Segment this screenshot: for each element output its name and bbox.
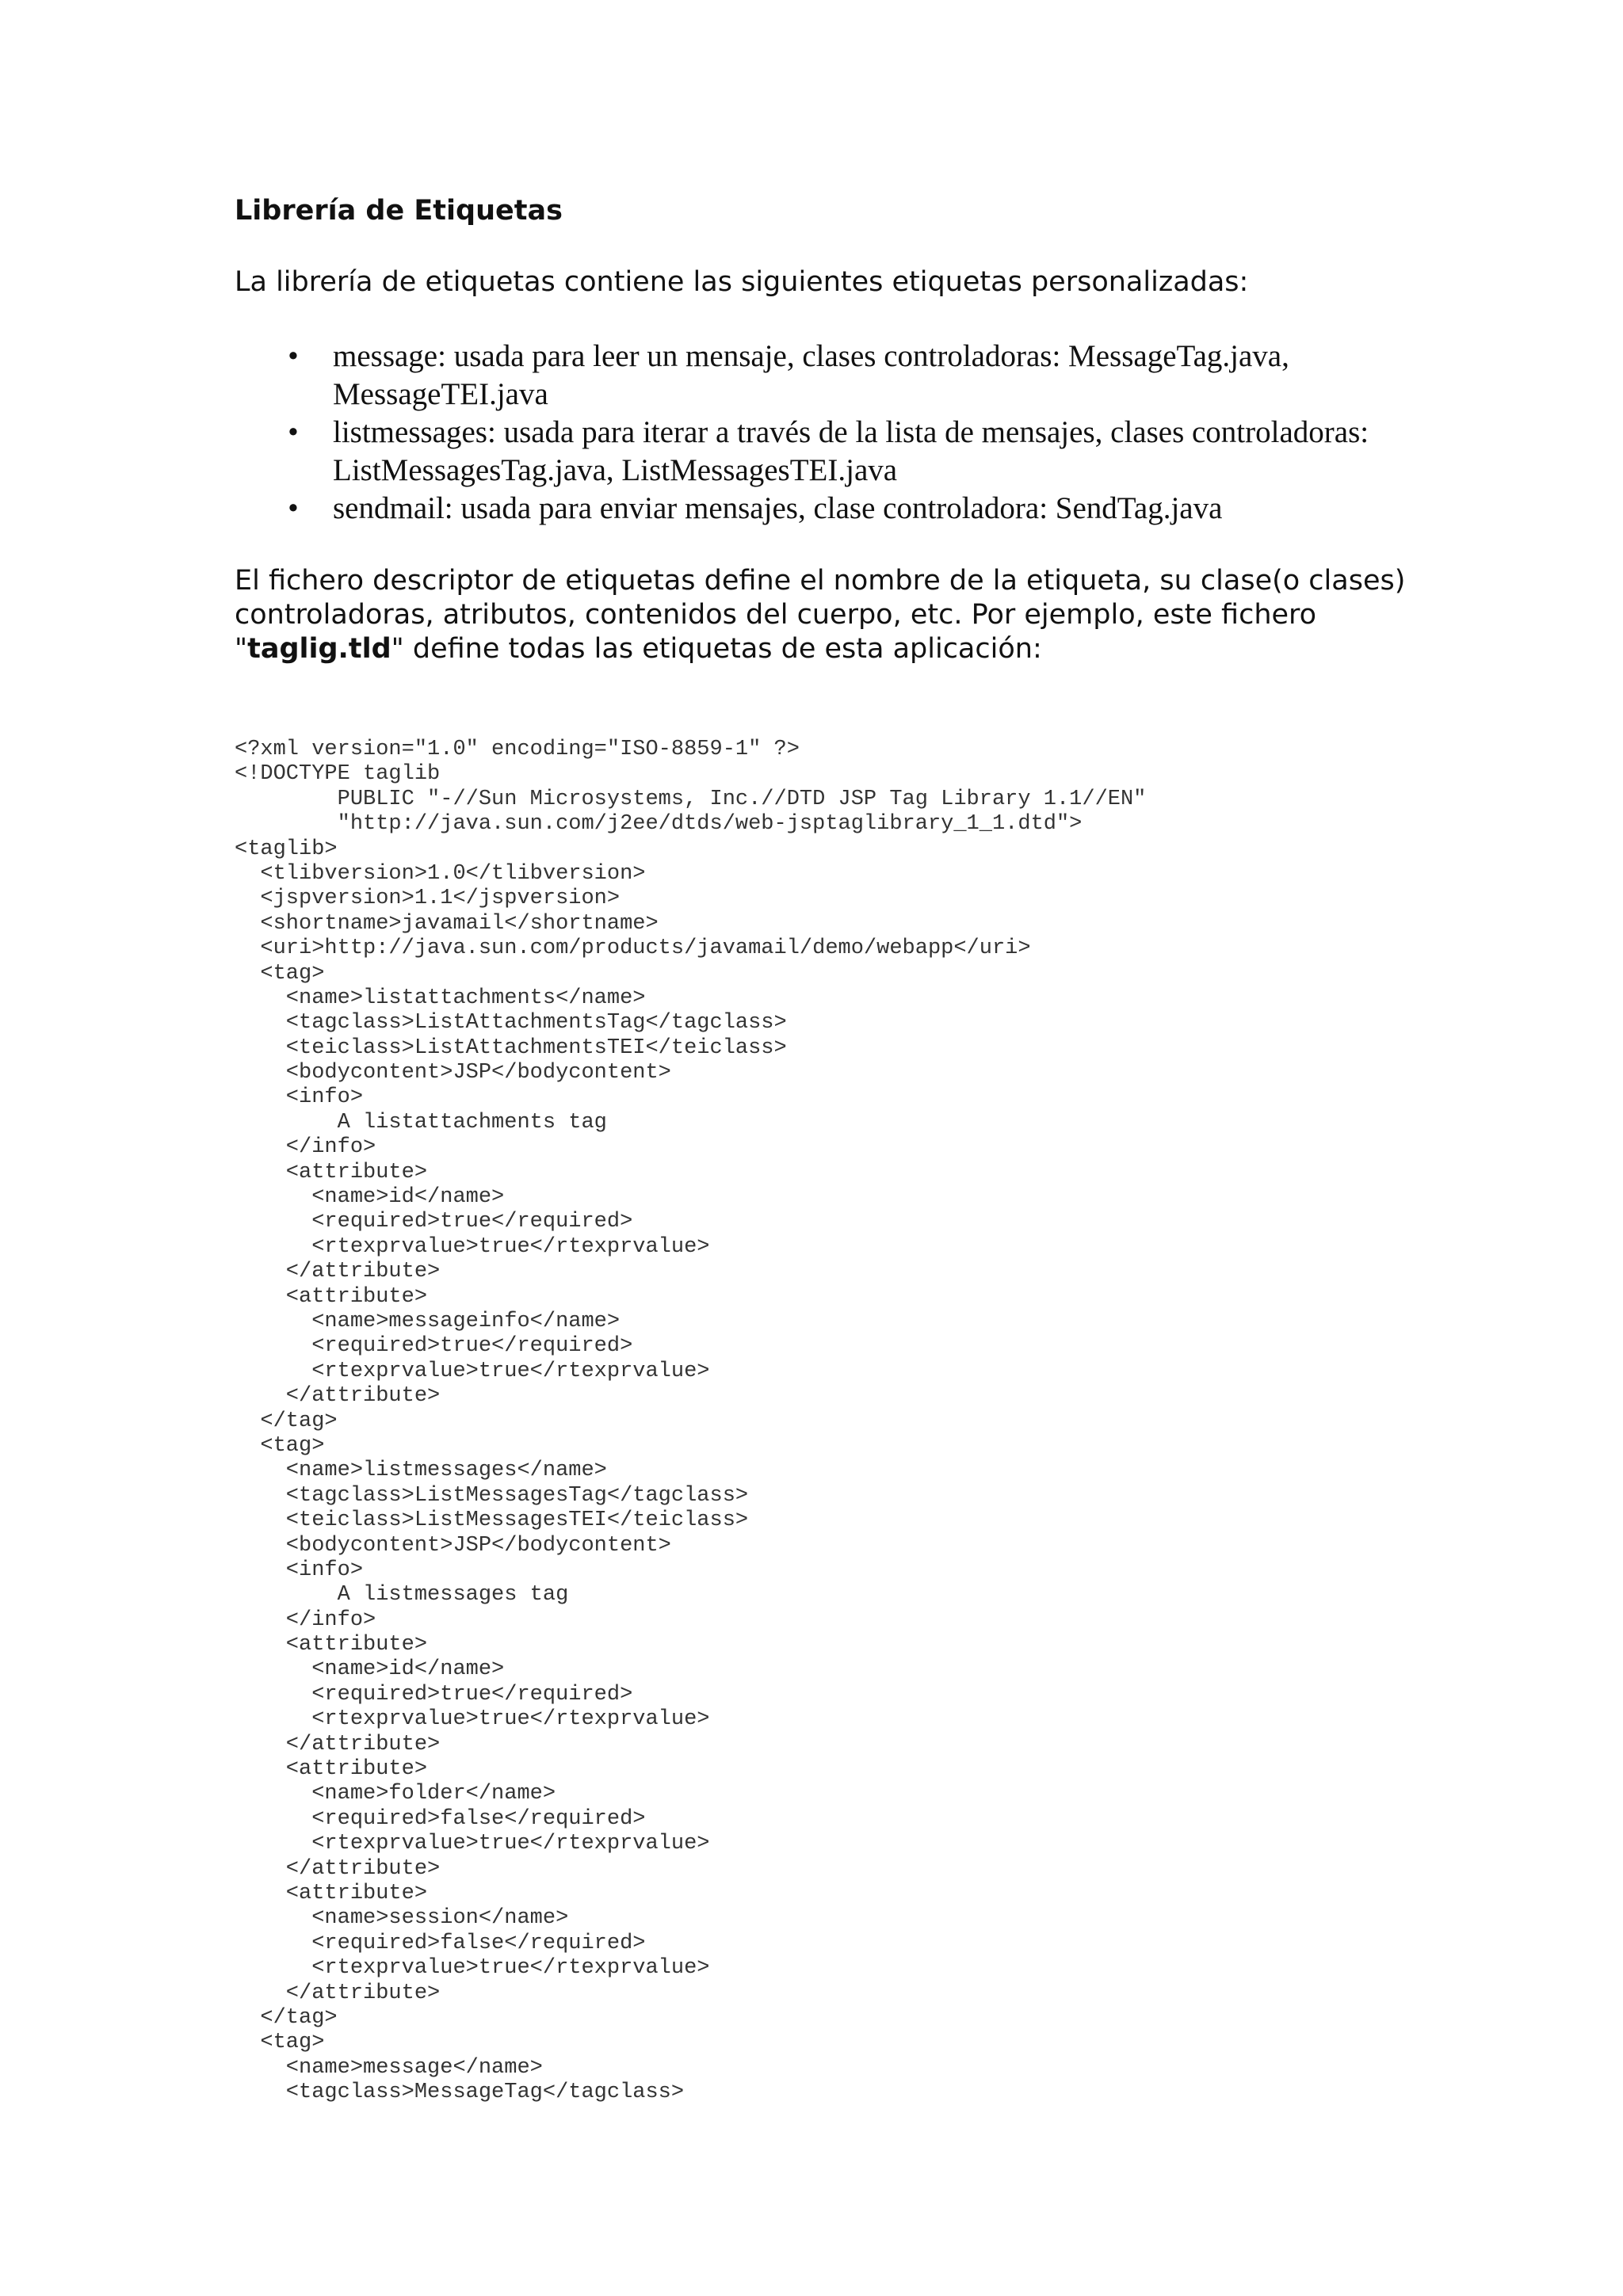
code-line: <name>listmessages</name>	[235, 1459, 607, 1483]
code-line: A listattachments tag	[235, 1110, 607, 1135]
code-line: <?xml version="1.0" encoding="ISO-8859-1" ?>	[235, 738, 800, 761]
code-line: <name>session</name>	[235, 1906, 569, 1931]
code-line: <attribute>	[235, 1757, 428, 1782]
code-line: </attribute>	[235, 1856, 441, 1881]
code-line: <required>true</required>	[235, 1682, 633, 1707]
code-line: <tagclass>ListMessagesTag</tagclass>	[235, 1483, 749, 1508]
paragraph-text-after: " define todas las etiquetas de esta aplicación:	[391, 633, 1042, 665]
code-line: <attribute>	[235, 1160, 428, 1184]
code-line: <tag>	[235, 961, 325, 986]
code-line: <info>	[235, 1558, 364, 1582]
code-line: <jspversion>1.1</jspversion>	[235, 887, 621, 911]
code-line: <info>	[235, 1085, 364, 1110]
list-item-text: message: usada para leer un mensaje, clases controladoras: MessageTag.java, MessageTEI.java	[333, 339, 1289, 411]
bullet-icon: •	[288, 491, 299, 525]
code-line: <rtexprvalue>true</rtexprvalue>	[235, 1832, 710, 1856]
code-line: <taglib>	[235, 837, 338, 861]
list-item	[285, 414, 1411, 490]
code-line: <!DOCTYPE taglib	[235, 762, 441, 787]
code-line: </info>	[235, 1608, 376, 1632]
code-line: </attribute>	[235, 1732, 441, 1756]
tag-list	[285, 338, 1411, 528]
code-line: <teiclass>ListAttachmentsTEI</teiclass>	[235, 1035, 787, 1060]
code-line: <bodycontent>JSP</bodycontent>	[235, 1061, 671, 1085]
code-line: <required>false</required>	[235, 1806, 646, 1831]
code-line: PUBLIC "-//Sun Microsystems, Inc.//DTD JSP Tag Library 1.1//EN"	[235, 787, 1147, 811]
list-item-text: sendmail: usada para enviar mensajes, clase controladora: SendTag.java	[333, 491, 1223, 525]
code-line: <tag>	[235, 2031, 325, 2055]
code-line: <tlibversion>1.0</tlibversion>	[235, 861, 646, 886]
code-line: <teiclass>ListMessagesTEI</teiclass>	[235, 1508, 749, 1533]
intro-text: La librería de etiquetas contiene las siguientes etiquetas personalizadas:	[235, 266, 1249, 298]
bullet-icon: •	[288, 415, 299, 449]
code-line: A listmessages tag	[235, 1583, 569, 1608]
code-line: </tag>	[235, 2005, 338, 2030]
descriptor-paragraph	[235, 564, 1423, 666]
code-line: <uri>http://java.sun.com/products/javamail/demo/webapp</uri>	[235, 936, 1031, 961]
code-line: <tagclass>MessageTag</tagclass>	[235, 2081, 685, 2105]
code-listing	[235, 738, 1146, 2105]
code-line: <required>false</required>	[235, 1931, 646, 1955]
code-line: <name>listattachments</name>	[235, 986, 646, 1010]
code-line: <tag>	[235, 1433, 325, 1458]
code-line: </tag>	[235, 1409, 338, 1433]
code-line: <name>message</name>	[235, 2055, 543, 2080]
code-line: <rtexprvalue>true</rtexprvalue>	[235, 1707, 710, 1732]
code-line: </info>	[235, 1135, 376, 1160]
code-line: <attribute>	[235, 1881, 428, 1905]
code-line: <name>id</name>	[235, 1657, 505, 1682]
code-line: </attribute>	[235, 1981, 441, 2005]
code-line: "http://java.sun.com/j2ee/dtds/web-jsptaglibrary_1_1.dtd">	[235, 812, 1083, 837]
code-line: <rtexprvalue>true</rtexprvalue>	[235, 1359, 710, 1383]
code-line: <name>messageinfo</name>	[235, 1309, 621, 1333]
code-line: <name>id</name>	[235, 1185, 505, 1210]
paragraph-text-before: El fichero descriptor de etiquetas define el nombre de la etiqueta, su clase(o clases) controladoras, atributos, contenidos del cuerpo, etc. Por ejemplo, este fichero "	[235, 565, 1406, 665]
code-line: <rtexprvalue>true</rtexprvalue>	[235, 1956, 710, 1981]
code-line: </attribute>	[235, 1384, 441, 1409]
code-line: </attribute>	[235, 1260, 441, 1284]
code-line: <attribute>	[235, 1284, 428, 1309]
code-line: <required>true</required>	[235, 1210, 633, 1234]
code-line: <name>folder</name>	[235, 1782, 556, 1806]
bullet-icon: •	[288, 339, 299, 373]
code-line: <bodycontent>JSP</bodycontent>	[235, 1533, 671, 1558]
list-item	[285, 490, 1411, 528]
code-line: <shortname>javamail</shortname>	[235, 911, 659, 936]
code-line: <attribute>	[235, 1633, 428, 1657]
page-title: Librería de Etiquetas	[235, 195, 563, 227]
list-item	[285, 338, 1411, 414]
list-item-text: listmessages: usada para iterar a través de la lista de mensajes, clases controladoras: ListMessagesTag.java, ListMessagesTEI.java	[333, 415, 1369, 487]
code-line: <required>true</required>	[235, 1334, 633, 1359]
code-line: <tagclass>ListAttachmentsTag</tagclass>	[235, 1011, 787, 1035]
filename-bold: taglig.tld	[247, 633, 391, 665]
code-line: <rtexprvalue>true</rtexprvalue>	[235, 1234, 710, 1259]
